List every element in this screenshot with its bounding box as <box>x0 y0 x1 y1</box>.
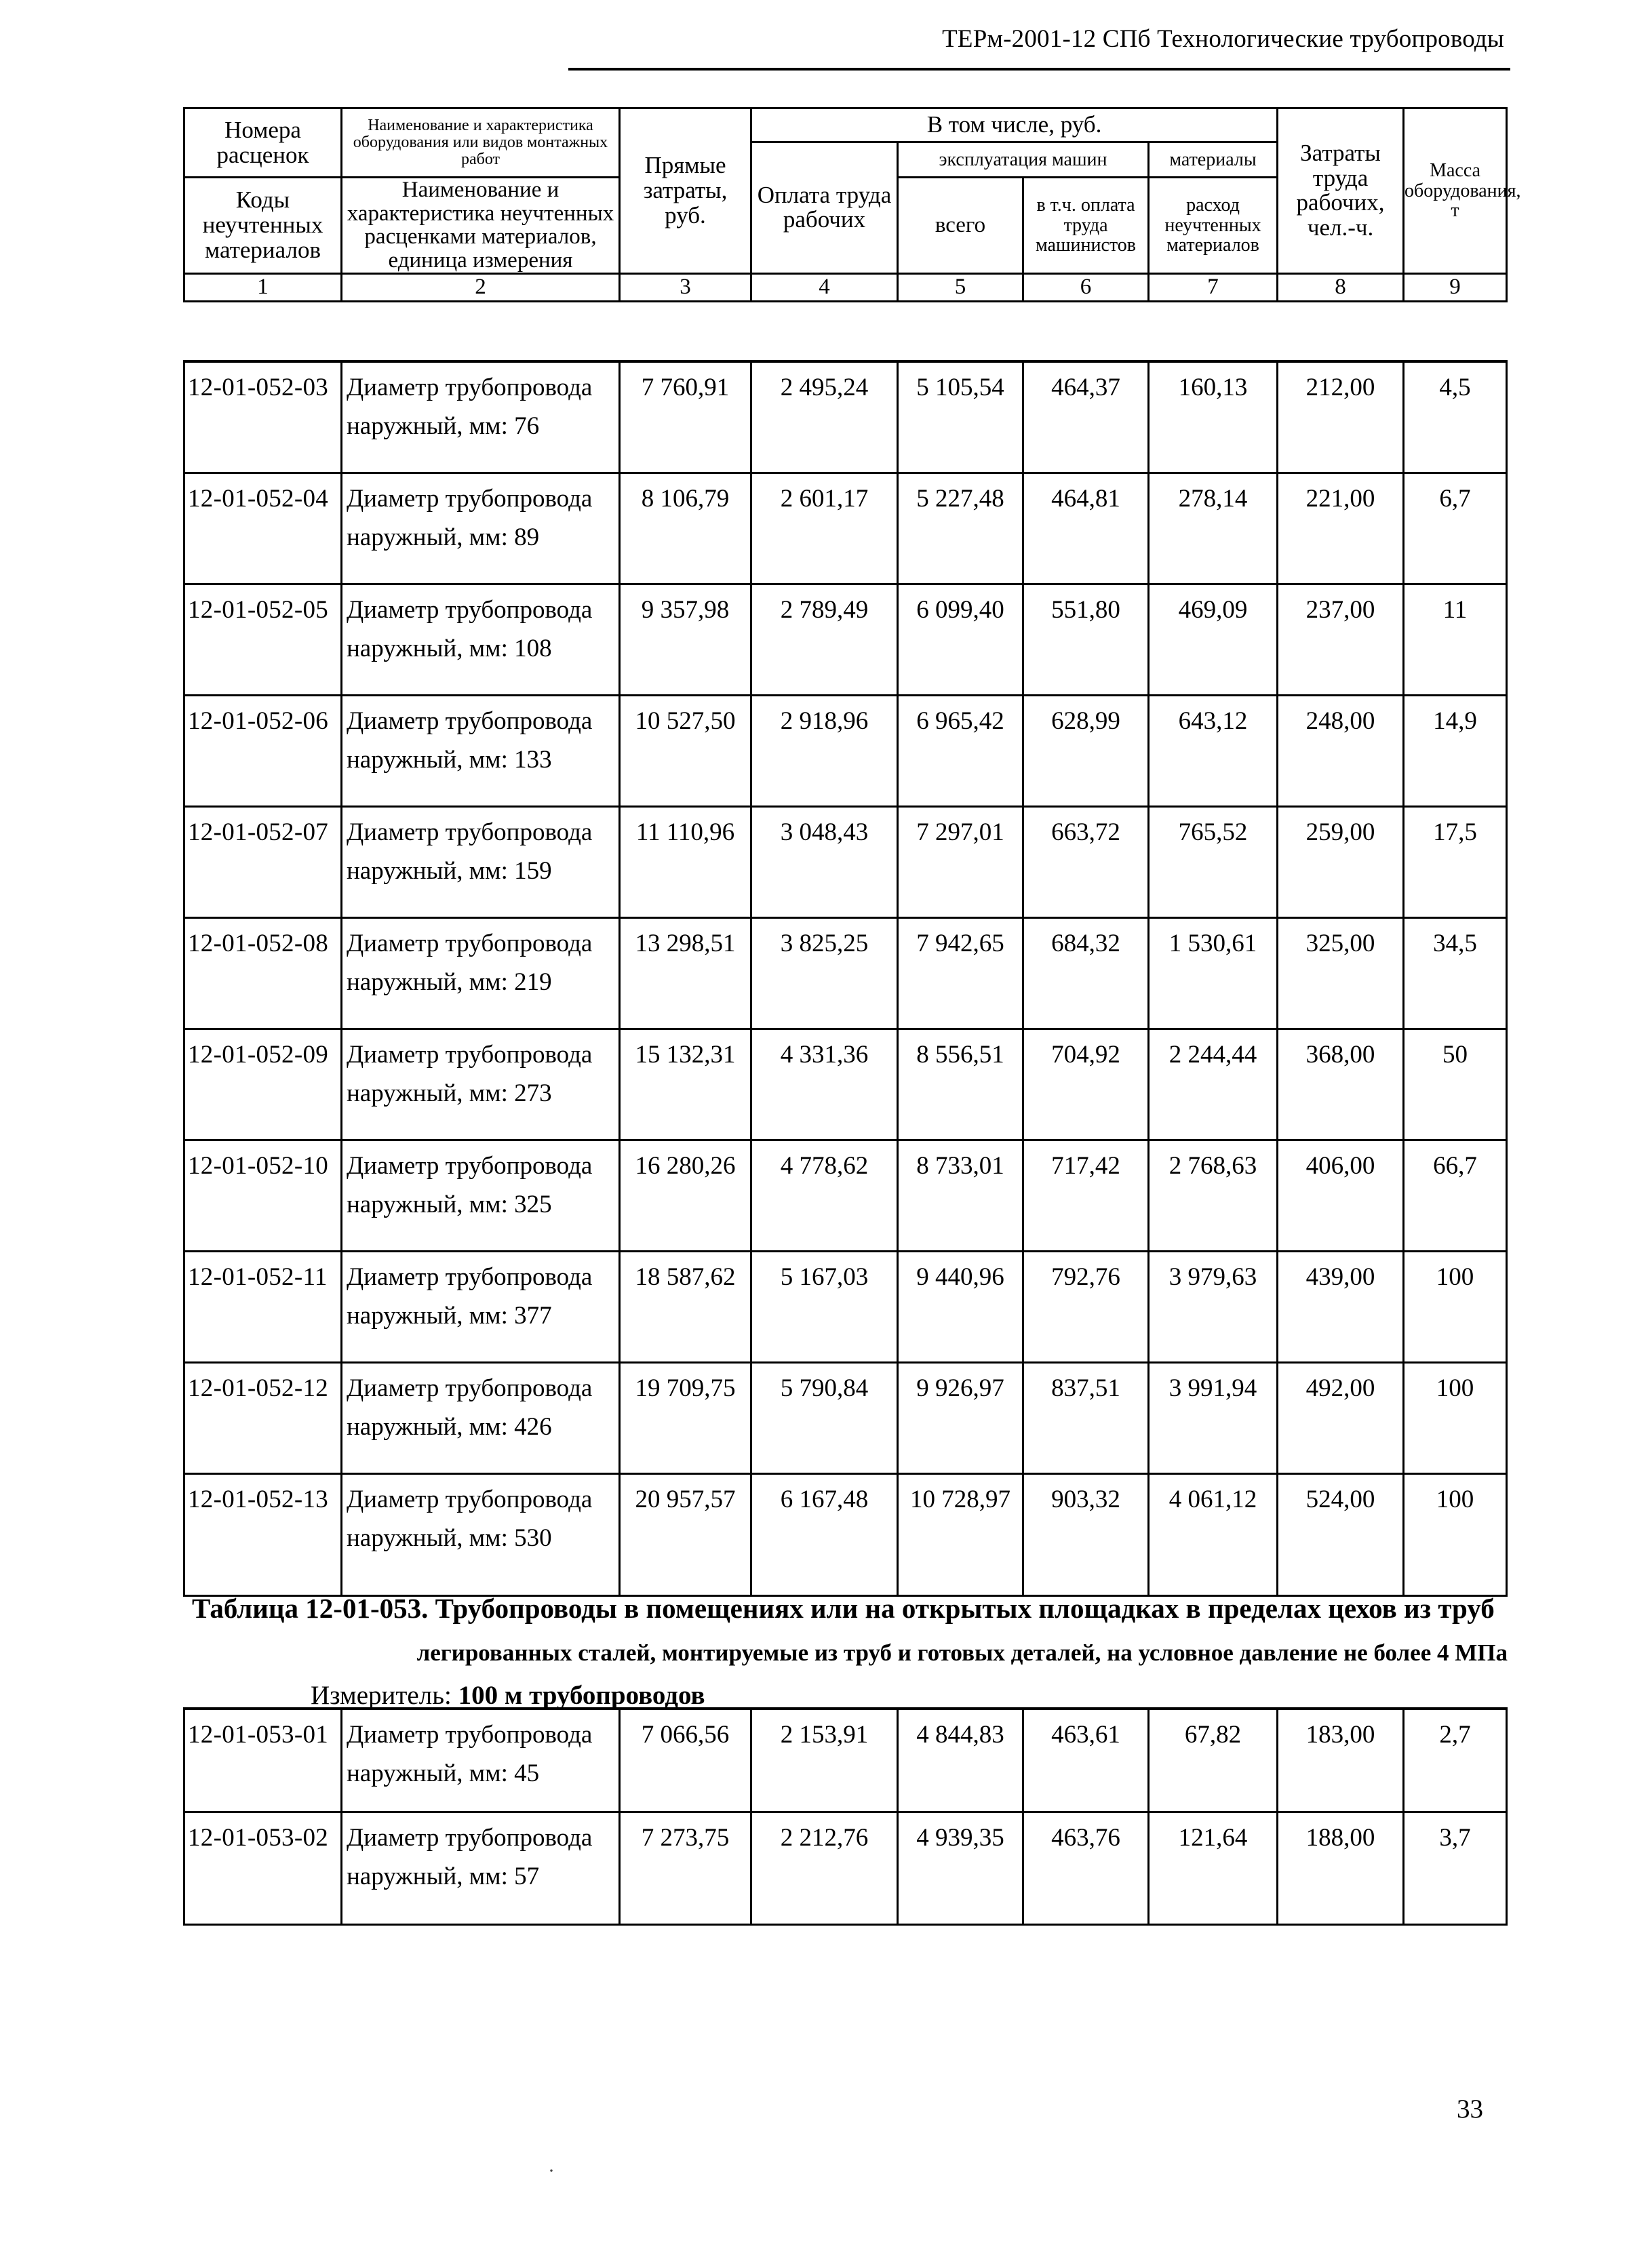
rate-name <box>342 806 620 917</box>
rates-table-053 <box>183 1707 1508 1926</box>
header-col1-bottom: Коды неучтенных материалов <box>184 178 342 274</box>
cell-labor: 4 778,62 <box>751 1140 898 1251</box>
header-col2-bottom: Наименование и характеристика неучтенных расценками материалов, единица измерения <box>342 178 620 274</box>
cell-materials: 67,82 <box>1149 1709 1278 1812</box>
cell-mach-labor: 464,81 <box>1023 473 1149 584</box>
cell-direct: 10 527,50 <box>620 695 751 806</box>
rate-code: 12-01-052-13 <box>184 1473 342 1595</box>
cell-labor: 2 495,24 <box>751 361 898 473</box>
cell-mach-labor: 551,80 <box>1023 584 1149 695</box>
cell-direct: 18 587,62 <box>620 1251 751 1362</box>
rate-name-line2: наружный, мм: 76 <box>347 412 540 441</box>
cell-mach-labor: 628,99 <box>1023 695 1149 806</box>
cell-direct: 20 957,57 <box>620 1473 751 1595</box>
header-materials: материалы <box>1149 142 1278 178</box>
rate-code: 12-01-052-09 <box>184 1029 342 1140</box>
cell-direct: 7 066,56 <box>620 1709 751 1812</box>
page-number: 33 <box>1457 2094 1483 2124</box>
cell-mach-labor: 837,51 <box>1023 1362 1149 1473</box>
cell-mach: 9 926,97 <box>898 1362 1023 1473</box>
cell-mass: 2,7 <box>1404 1709 1507 1812</box>
table-row <box>184 1362 1507 1473</box>
rate-code: 12-01-052-10 <box>184 1140 342 1251</box>
cell-hours: 325,00 <box>1278 917 1404 1029</box>
rate-name <box>342 1473 620 1595</box>
cell-labor: 5 167,03 <box>751 1251 898 1362</box>
header-col9: Масса оборудования, т <box>1404 108 1507 274</box>
cell-hours: 524,00 <box>1278 1473 1404 1595</box>
rate-name <box>342 1812 620 1924</box>
col-number: 4 <box>751 273 898 301</box>
rate-name <box>342 584 620 695</box>
rate-name <box>342 695 620 806</box>
cell-direct: 19 709,75 <box>620 1362 751 1473</box>
table-row <box>184 695 1507 806</box>
cell-mass: 50 <box>1404 1029 1507 1140</box>
rate-name-line1: Диаметр трубопровода <box>347 484 593 513</box>
cell-materials: 4 061,12 <box>1149 1473 1278 1595</box>
cell-mass: 3,7 <box>1404 1812 1507 1924</box>
header-rule <box>568 68 1510 71</box>
col-number: 3 <box>620 273 751 301</box>
col-number: 7 <box>1149 273 1278 301</box>
rate-name-line1: Диаметр трубопровода <box>347 1485 593 1513</box>
rate-name-line2: наружный, мм: 159 <box>347 856 552 885</box>
cell-mass: 34,5 <box>1404 917 1507 1029</box>
cell-direct: 11 110,96 <box>620 806 751 917</box>
cell-mach: 8 556,51 <box>898 1029 1023 1140</box>
cell-hours: 188,00 <box>1278 1812 1404 1924</box>
rate-name <box>342 1362 620 1473</box>
cell-mach: 10 728,97 <box>898 1473 1023 1595</box>
rate-name-line1: Диаметр трубопровода <box>347 707 593 735</box>
rate-name-line2: наружный, мм: 219 <box>347 968 552 996</box>
cell-labor: 4 331,36 <box>751 1029 898 1140</box>
rate-code: 12-01-052-06 <box>184 695 342 806</box>
cell-materials: 3 979,63 <box>1149 1251 1278 1362</box>
cell-materials: 643,12 <box>1149 695 1278 806</box>
cell-mass: 6,7 <box>1404 473 1507 584</box>
cell-mach: 5 227,48 <box>898 473 1023 584</box>
table-row <box>184 473 1507 584</box>
rate-name <box>342 1140 620 1251</box>
table-row <box>184 361 1507 473</box>
rate-code: 12-01-053-02 <box>184 1812 342 1924</box>
cell-materials: 2 244,44 <box>1149 1029 1278 1140</box>
table-body <box>184 361 1507 1595</box>
cell-hours: 406,00 <box>1278 1140 1404 1251</box>
cell-mach: 4 844,83 <box>898 1709 1023 1812</box>
cell-direct: 8 106,79 <box>620 473 751 584</box>
cell-mass: 17,5 <box>1404 806 1507 917</box>
cell-mach-labor: 463,76 <box>1023 1812 1149 1924</box>
cell-mach-labor: 663,72 <box>1023 806 1149 917</box>
table-row <box>184 806 1507 917</box>
cell-mass: 100 <box>1404 1251 1507 1362</box>
table-row <box>184 584 1507 695</box>
header-col8: Затраты труда рабочих, чел.-ч. <box>1278 108 1404 274</box>
cell-hours: 492,00 <box>1278 1362 1404 1473</box>
cell-mach: 7 942,65 <box>898 917 1023 1029</box>
rate-code: 12-01-052-04 <box>184 473 342 584</box>
cell-mach: 4 939,35 <box>898 1812 1023 1924</box>
rate-code: 12-01-052-05 <box>184 584 342 695</box>
meter-value: 100 м трубопроводов <box>458 1681 705 1710</box>
header-group: В том числе, руб. <box>751 108 1278 142</box>
rate-name-line2: наружный, мм: 426 <box>347 1412 552 1441</box>
header-col6: в т.ч. оплата труда машинистов <box>1023 178 1149 274</box>
rate-name-line2: наружный, мм: 45 <box>347 1759 540 1788</box>
col-number: 2 <box>342 273 620 301</box>
rate-name-line2: наружный, мм: 377 <box>347 1301 552 1330</box>
cell-mach: 6 965,42 <box>898 695 1023 806</box>
col-number: 5 <box>898 273 1023 301</box>
col-number: 1 <box>184 273 342 301</box>
cell-direct: 7 760,91 <box>620 361 751 473</box>
rates-table-052 <box>183 360 1508 1597</box>
rate-name-line2: наружный, мм: 89 <box>347 523 540 551</box>
cell-hours: 439,00 <box>1278 1251 1404 1362</box>
table-title: Таблица 12-01-053. Трубопроводы в помещениях или на открытых площадках в пределах цехов из труб <box>192 1593 1495 1624</box>
rate-code: 12-01-052-11 <box>184 1251 342 1362</box>
rate-name-line1: Диаметр трубопровода <box>347 929 593 957</box>
cell-mass: 66,7 <box>1404 1140 1507 1251</box>
cell-labor: 6 167,48 <box>751 1473 898 1595</box>
cell-mach-labor: 792,76 <box>1023 1251 1149 1362</box>
table-row <box>184 1140 1507 1251</box>
cell-hours: 368,00 <box>1278 1029 1404 1140</box>
cell-hours: 212,00 <box>1278 361 1404 473</box>
rate-name <box>342 1029 620 1140</box>
cell-mach: 6 099,40 <box>898 584 1023 695</box>
rate-code: 12-01-053-01 <box>184 1709 342 1812</box>
table-body <box>184 1709 1507 1924</box>
cell-materials: 1 530,61 <box>1149 917 1278 1029</box>
rate-name-line1: Диаметр трубопровода <box>347 1262 593 1291</box>
rate-name-line1: Диаметр трубопровода <box>347 1151 593 1180</box>
header-col7: расход неучтенных материалов <box>1149 178 1278 274</box>
rate-code: 12-01-052-12 <box>184 1362 342 1473</box>
cell-direct: 7 273,75 <box>620 1812 751 1924</box>
cell-mass: 100 <box>1404 1473 1507 1595</box>
rate-name-line1: Диаметр трубопровода <box>347 1040 593 1069</box>
cell-mach: 7 297,01 <box>898 806 1023 917</box>
rate-name-line1: Диаметр трубопровода <box>347 1374 593 1402</box>
table-row <box>184 1812 1507 1924</box>
cell-mach: 9 440,96 <box>898 1251 1023 1362</box>
cell-materials: 2 768,63 <box>1149 1140 1278 1251</box>
cell-hours: 248,00 <box>1278 695 1404 806</box>
cell-mach: 8 733,01 <box>898 1140 1023 1251</box>
rate-name-line2: наружный, мм: 325 <box>347 1190 552 1218</box>
cell-mach-labor: 717,42 <box>1023 1140 1149 1251</box>
cell-mass: 100 <box>1404 1362 1507 1473</box>
rate-code: 12-01-052-03 <box>184 361 342 473</box>
rate-name-line1: Диаметр трубопровода <box>347 374 593 401</box>
rate-name-line2: наружный, мм: 57 <box>347 1862 540 1890</box>
rate-name-line2: наружный, мм: 133 <box>347 745 552 774</box>
cell-mass: 4,5 <box>1404 361 1507 473</box>
cell-materials: 160,13 <box>1149 361 1278 473</box>
header-col3: Прямые затраты, руб. <box>620 108 751 274</box>
rate-name-line1: Диаметр трубопровода <box>347 1721 593 1749</box>
page-header: ТЕРм-2001-12 СПб Технологические трубопроводы <box>942 25 1504 53</box>
header-machines: эксплуатация машин <box>898 142 1149 178</box>
cell-mach-labor: 903,32 <box>1023 1473 1149 1595</box>
header-col4: Оплата труда рабочих <box>751 142 898 274</box>
header-col1-top: Номера расценок <box>184 108 342 178</box>
cell-hours: 259,00 <box>1278 806 1404 917</box>
cell-hours: 237,00 <box>1278 584 1404 695</box>
cell-hours: 221,00 <box>1278 473 1404 584</box>
cell-materials: 469,09 <box>1149 584 1278 695</box>
table-row <box>184 917 1507 1029</box>
cell-direct: 13 298,51 <box>620 917 751 1029</box>
cell-mass: 11 <box>1404 584 1507 695</box>
rate-name-line2: наружный, мм: 273 <box>347 1079 552 1107</box>
header-col5: всего <box>898 178 1023 274</box>
cell-mach-labor: 464,37 <box>1023 361 1149 473</box>
cell-labor: 2 918,96 <box>751 695 898 806</box>
cell-labor: 2 601,17 <box>751 473 898 584</box>
table-row <box>184 1029 1507 1140</box>
rate-name <box>342 1709 620 1812</box>
rate-name-line1: Диаметр трубопровода <box>347 595 593 624</box>
rate-name-line2: наружный, мм: 108 <box>347 634 552 662</box>
rate-name <box>342 1251 620 1362</box>
col-number: 8 <box>1278 273 1404 301</box>
cell-materials: 121,64 <box>1149 1812 1278 1924</box>
table-row <box>184 1473 1507 1595</box>
cell-labor: 3 048,43 <box>751 806 898 917</box>
cell-direct: 16 280,26 <box>620 1140 751 1251</box>
cell-mach-labor: 463,61 <box>1023 1709 1149 1812</box>
cell-labor: 5 790,84 <box>751 1362 898 1473</box>
meter-label: Измеритель: <box>311 1681 458 1710</box>
col-number: 6 <box>1023 273 1149 301</box>
cell-labor: 3 825,25 <box>751 917 898 1029</box>
cell-materials: 765,52 <box>1149 806 1278 917</box>
rate-name-line2: наружный, мм: 530 <box>347 1524 552 1552</box>
cell-materials: 3 991,94 <box>1149 1362 1278 1473</box>
cell-mach-labor: 684,32 <box>1023 917 1149 1029</box>
rate-name <box>342 473 620 584</box>
cell-labor: 2 789,49 <box>751 584 898 695</box>
cell-hours: 183,00 <box>1278 1709 1404 1812</box>
col-number: 9 <box>1404 273 1507 301</box>
rate-code: 12-01-052-07 <box>184 806 342 917</box>
header-col2-top: Наименование и характеристика оборудования или видов монтажных работ <box>342 108 620 178</box>
cell-labor: 2 212,76 <box>751 1812 898 1924</box>
cell-mach-labor: 704,92 <box>1023 1029 1149 1140</box>
rate-name <box>342 917 620 1029</box>
cell-labor: 2 153,91 <box>751 1709 898 1812</box>
cell-mass: 14,9 <box>1404 695 1507 806</box>
rate-name <box>342 361 620 473</box>
cell-direct: 9 357,98 <box>620 584 751 695</box>
rate-code: 12-01-052-08 <box>184 917 342 1029</box>
cell-mach: 5 105,54 <box>898 361 1023 473</box>
table-header <box>183 107 1521 302</box>
stray-mark: · <box>548 2160 555 2182</box>
cell-materials: 278,14 <box>1149 473 1278 584</box>
table-subtitle: легированных сталей, монтируемые из труб и готовых деталей, на условное давление не более 4 МПа <box>416 1639 1508 1666</box>
cell-direct: 15 132,31 <box>620 1029 751 1140</box>
table-row <box>184 1251 1507 1362</box>
meter-line <box>311 1680 705 1711</box>
rate-name-line1: Диаметр трубопровода <box>347 1823 593 1852</box>
table-row <box>184 1709 1507 1812</box>
rate-name-line1: Диаметр трубопровода <box>347 818 593 846</box>
